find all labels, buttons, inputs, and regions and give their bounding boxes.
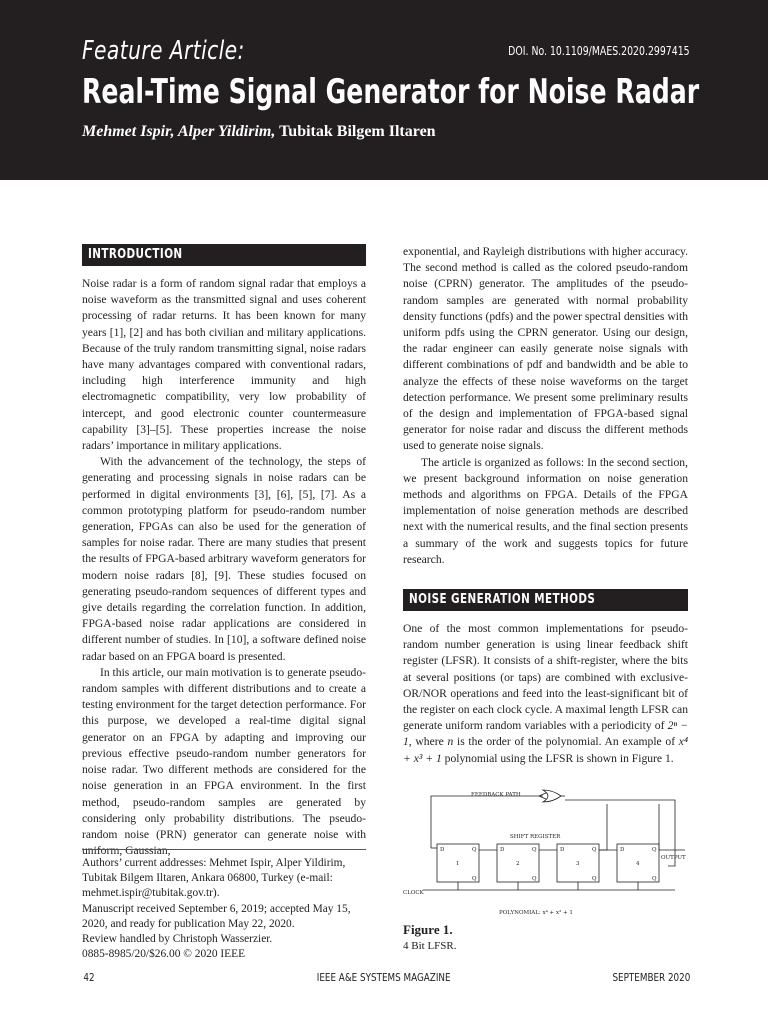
svg-text:Q: Q <box>592 876 597 882</box>
doi-label: DOI. No. 10.1109/MAES.2020.2997415 <box>508 44 690 58</box>
paragraph: With the advancement of the technology, the steps of generating and processing signals in noise radars can be performed in digital environments [3], [6], [5], [7]. As a common prototyping platform for pseudo-random number generation, FPGAs can also be used for the generation of samples for noise radar. There are many studies that present the results of FPGA-based arbitrary waveform generators for modern noise radars [8], [9]. These studies focused on generating pseudo-random sequences of different types and give details regarding the correlation function. In addition, FPGA-based noise radar applications are considered in different number of studies. In [10], a software defined noise radar based on an FPGA board is presented. <box>82 455 366 663</box>
section-heading-noise-generation: NOISE GENERATION METHODS <box>403 589 688 611</box>
page-number: 42 <box>83 971 95 984</box>
section-heading-introduction: INTRODUCTION <box>82 244 366 266</box>
left-column <box>82 244 366 859</box>
right-column <box>403 244 688 767</box>
paragraph: In this article, our main motivation is to generate pseudo-random samples with different distributions and to create a testing environment for the target detection performance. For this purpose, we developed a real-time digital signal generator on an FPGA by adapting and improving our previous effective pseudo-random number generators for noise radar. Two different methods are considered for the noise generation in an FPGA environment. In the first method, pseudo-random samples are generated by considering only probability distributions. The pseudo-random noise (PRN) generator can generate noise with uniform, Gaussian, <box>82 665 366 858</box>
affiliation: Tubitak Bilgem Iltaren <box>279 123 436 140</box>
paragraph: exponential, and Rayleigh distributions with higher accuracy. The second method is called as the colored pseudo-random noise (CPRN) generator. The amplitudes of the pseudo-random samples are generated with normal probability density functions (pdfs) and the power spectral densities with uniform pdfs using the CPRN generator. Using our design, the radar engineer can easily generate noise signals with different combinations of pdf and bandwidth and be able to analyze the effects of these noise waveforms on the target detection performance. We present some preliminary results of the design and implementation of FPGA-based signal generator for noise radar and discuss the different methods used to generate noise signals. <box>403 245 688 453</box>
figure-caption-text: 4 Bit LFSR. <box>403 940 457 952</box>
svg-text:D: D <box>440 847 445 853</box>
paragraph: Noise radar is a form of random signal radar that employs a noise waveform as the transmitted signal and uses coherent processing of radar returns. It has been known for many years [1], [2] and has both civilian and military applications. Because of the truly random transmitting signal, noise radars have many advantages compared with conventional radars, including high interference immunity and high electromagnetic compatibility, very low probability of intercept, and good electronic counter countermeasure capability [3]–[5]. These properties increase the noise radars’ importance in military applications. <box>82 277 366 453</box>
svg-text:Q: Q <box>652 847 657 853</box>
svg-text:D: D <box>500 847 505 853</box>
footnote-line: Review handled by Christoph Wasserzier. <box>82 933 273 946</box>
figure-caption <box>403 922 457 953</box>
lfsr-diagram <box>403 786 688 920</box>
svg-text:Q: Q <box>532 876 537 882</box>
xor-gate <box>543 790 561 802</box>
article-title: Real-Time Signal Generator for Noise Radar <box>82 72 700 112</box>
paragraph: The article is organized as follows: In the second section, we present background information on noise generation methods and algorithms on FPGA. Details of the FPGA implementation of noise generation methods are described next with the numerical results, and the final section presents a summary of the work and suggests topics for future research. <box>403 455 688 566</box>
figure-caption-title: Figure 1. <box>403 922 453 937</box>
feature-kicker: Feature Article: <box>82 36 245 66</box>
svg-text:Q: Q <box>652 876 657 882</box>
magazine-name: IEEE A&E SYSTEMS MAGAZINE <box>317 971 451 984</box>
issue-date: SEPTEMBER 2020 <box>612 971 690 984</box>
paragraph: One of the most common implementations for pseudo-random number generation is using linear feedback shift register (LFSR). It consists of a shift-register, where the bits at several positions (or taps) are combined with exclusive-OR/NOR operations and feed into the least-significant bit of the register on each clock cycle. A maximal length LFSR can generate uniform random variables with a periodicity of 2ⁿ − 1, where n is the order of the polynomial. An example of x⁴ + x³ + 1 polynomial using the LFSR is shown in Figure 1. <box>403 622 688 765</box>
footnote-line: Authors’ current addresses: Mehmet Ispir, Alper Yildirim, Tubitak Bilgem Iltaren, Ankara 06800, Turkey (e-mail: mehmet.ispir@tubitak.gov.tr). <box>82 857 346 900</box>
cell-number: 4 <box>636 861 640 867</box>
author-names: Mehmet Ispir, Alper Yildirim, <box>82 123 276 140</box>
shift-register-label: SHIFT REGISTER <box>510 834 561 840</box>
svg-text:D: D <box>620 847 625 853</box>
authors-line <box>82 123 436 141</box>
author-footnote <box>82 849 366 962</box>
svg-text:Q: Q <box>592 847 597 853</box>
footnote-line: 0885-8985/20/$26.00 © 2020 IEEE <box>82 948 246 961</box>
clock-label: CLOCK <box>403 890 424 896</box>
svg-text:D: D <box>560 847 565 853</box>
svg-text:Q: Q <box>472 847 477 853</box>
polynomial-label: POLYNOMIAL: x⁴ + x³ + 1 <box>499 910 573 916</box>
output-label: OUTPUT <box>661 855 686 861</box>
footnote-line: Manuscript received September 6, 2019; accepted May 15, 2020, and ready for publication May 22, 2020. <box>82 902 351 930</box>
svg-text:Q: Q <box>472 876 477 882</box>
cell-number: 2 <box>516 861 520 867</box>
cell-number: 3 <box>576 861 580 867</box>
feedback-path-label: FEEDBACK PATH <box>471 792 521 798</box>
cell-number: 1 <box>456 861 460 867</box>
article-header <box>0 0 768 180</box>
svg-text:Q: Q <box>532 847 537 853</box>
